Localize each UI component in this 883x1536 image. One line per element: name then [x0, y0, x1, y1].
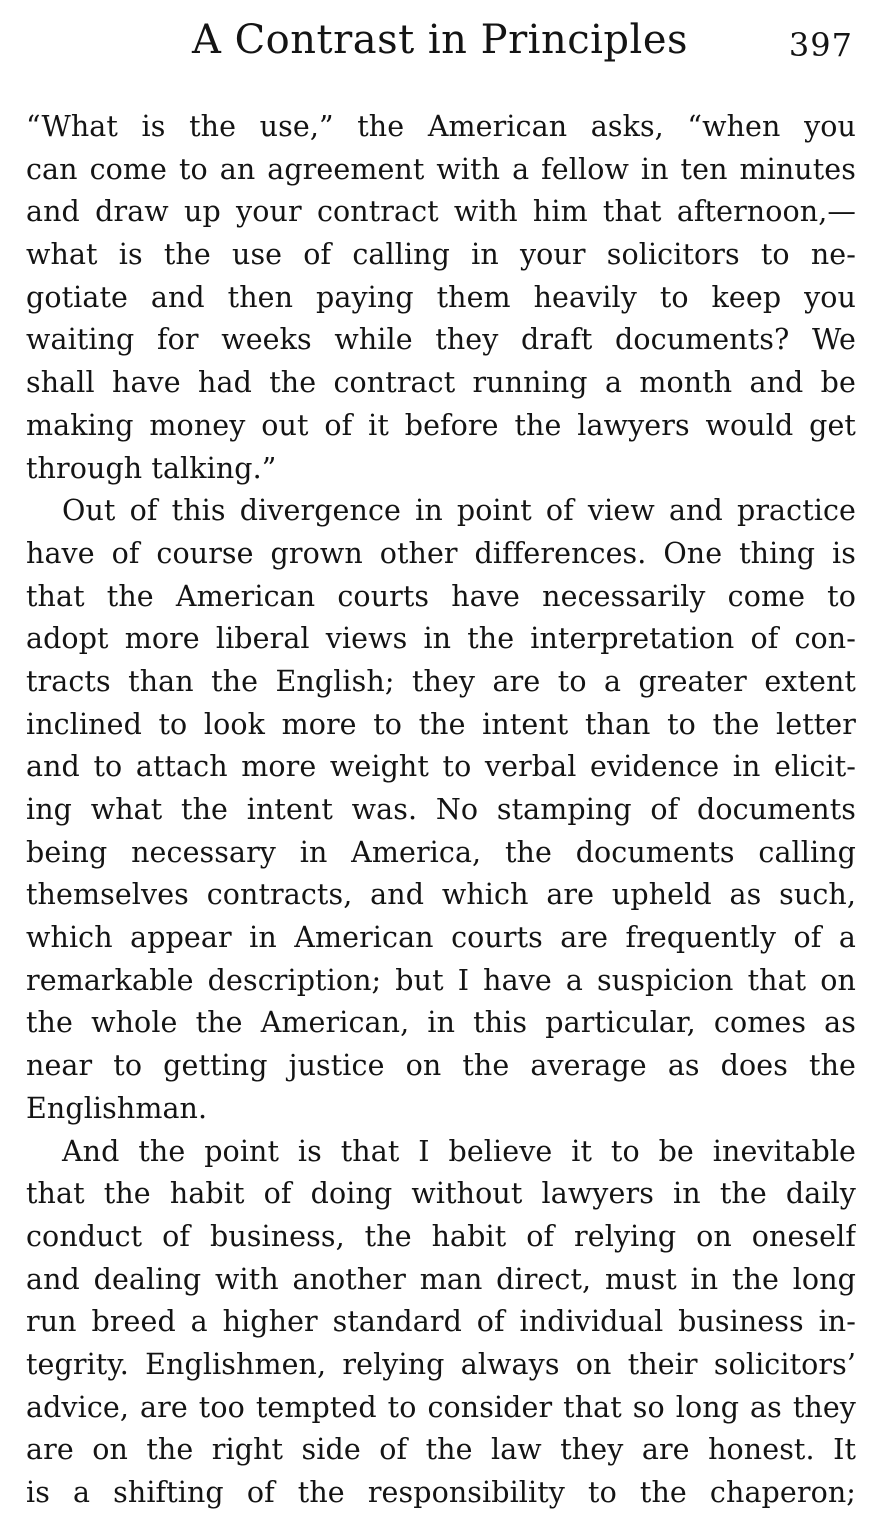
page-header — [0, 12, 883, 72]
text-line: which appear in American courts are frequently of a — [26, 921, 856, 955]
text-line: Englishman. — [26, 1091, 208, 1125]
text-line: shall have had the contract running a month and be — [26, 366, 856, 400]
text-line: is a shifting of the responsibility to the chaperon; — [26, 1476, 856, 1509]
running-title: A Contrast in Principles — [191, 17, 689, 63]
text-line: Out of this divergence in point of view and practice — [62, 494, 856, 528]
text-line: what is the use of calling in your solicitors to ne- — [26, 238, 856, 272]
text-line: adopt more liberal views in the interpretation of con- — [26, 622, 856, 656]
paragraph-2 — [26, 490, 856, 1130]
text-line: run breed a higher standard of individual business in- — [26, 1305, 856, 1339]
text-line: And the point is that I believe it to be inevitable — [62, 1134, 856, 1168]
text-line: themselves contracts, and which are upheld as such, — [26, 878, 856, 912]
text-line: that the habit of doing without lawyers in the daily — [26, 1177, 856, 1211]
text-line: that the American courts have necessarily come to — [26, 579, 856, 613]
text-line: advice, are too tempted to consider that so long as they — [26, 1390, 856, 1424]
text-line: have of course grown other differences. One thing is — [26, 536, 856, 570]
text-line: the whole the American, in this particular, comes as — [26, 1006, 856, 1040]
body-text — [26, 106, 856, 1515]
text-line: through talking.” — [26, 451, 277, 485]
text-line: waiting for weeks while they draft documents? We — [26, 323, 856, 357]
text-line: can come to an agreement with a fellow in ten minutes — [26, 152, 856, 186]
text-line: tegrity. Englishmen, relying always on their solicitors’ — [26, 1347, 856, 1381]
text-line: gotiate and then paying them heavily to keep you — [26, 280, 856, 314]
text-line: “What is the use,” the American asks, “when you — [26, 110, 856, 143]
text-line: remarkable description; but I have a suspicion that on — [26, 963, 856, 997]
paragraph-1 — [26, 106, 856, 490]
paragraph-3 — [26, 1131, 856, 1515]
text-line: making money out of it before the lawyers would get — [26, 408, 856, 442]
text-line: near to getting justice on the average as does the — [26, 1049, 856, 1083]
text-line: inclined to look more to the intent than to the letter — [26, 707, 856, 741]
page-number: 397 — [788, 26, 853, 64]
text-line: ing what the intent was. No stamping of documents — [26, 793, 856, 826]
text-line: are on the right side of the law they are honest. It — [26, 1433, 856, 1467]
text-line: and draw up your contract with him that afternoon,— — [26, 195, 856, 229]
text-line: and dealing with another man direct, must in the long — [26, 1262, 856, 1296]
text-line: conduct of business, the habit of relying on oneself — [26, 1219, 856, 1253]
text-line: tracts than the English; they are to a greater extent — [26, 664, 856, 698]
text-line: being necessary in America, the documents calling — [26, 835, 856, 869]
text-line: and to attach more weight to verbal evidence in elicit- — [26, 750, 856, 784]
